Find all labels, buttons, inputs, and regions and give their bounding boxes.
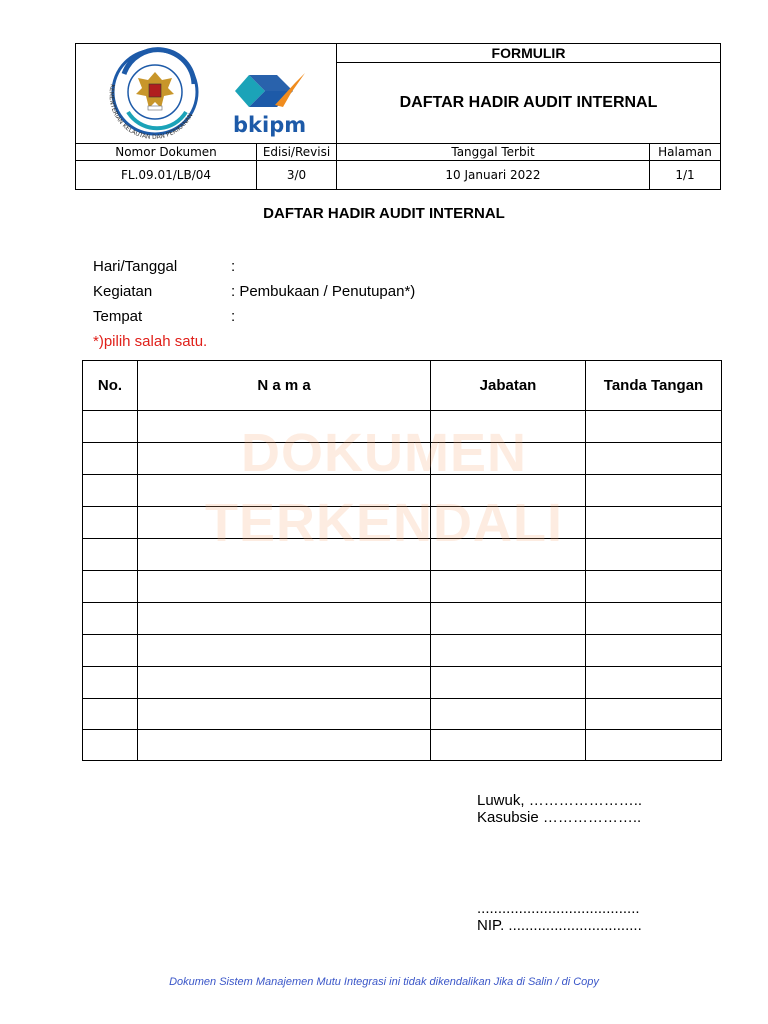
field-label: Tempat — [93, 308, 143, 325]
signature-nip: NIP. ................................ — [477, 917, 642, 934]
val-tanggal-terbit: 10 Januari 2022 — [445, 168, 541, 182]
col-halaman: Halaman — [658, 145, 712, 159]
attendance-table — [82, 360, 722, 761]
table-row — [83, 698, 721, 699]
field-value: : Pembukaan / Penutupan*) — [231, 283, 416, 300]
th-tanda-tangan: Tanda Tangan — [603, 377, 704, 394]
table-row — [83, 602, 721, 603]
watermark-line-1: DOKUMEN — [241, 423, 527, 483]
signature-role: Kasubsie ……………….. — [477, 809, 642, 826]
field-value: : — [231, 308, 236, 325]
table-row — [83, 410, 721, 411]
table-row — [83, 729, 721, 730]
signature-name-line: ....................................... — [477, 900, 640, 917]
table-row — [83, 666, 721, 667]
formulir-label: FORMULIR — [491, 45, 566, 61]
signature-place-date: Luwuk, ………………….. — [477, 792, 643, 809]
col-nomor-dokumen: Nomor Dokumen — [115, 145, 217, 159]
table-col-divider — [430, 361, 431, 760]
document-header-table — [75, 43, 721, 190]
th-no: No. — [97, 377, 123, 394]
document-title: DAFTAR HADIR AUDIT INTERNAL — [263, 205, 505, 222]
table-col-divider — [137, 361, 138, 760]
th-nama: N a m a — [257, 377, 311, 394]
footer-disclaimer: Dokumen Sistem Manajemen Mutu Integrasi ini tidak dikendalikan Jika di Salin / di Copy — [169, 976, 599, 988]
field-label: Kegiatan — [93, 283, 153, 300]
val-halaman: 1/1 — [675, 168, 695, 182]
col-tanggal-terbit: Tanggal Terbit — [451, 145, 535, 159]
logo-area — [76, 44, 336, 143]
table-row — [83, 570, 721, 571]
kkp-logo-text: KEMENTERIAN KELAUTAN DAN PERIKANAN — [107, 83, 195, 141]
table-row — [83, 634, 721, 635]
bkipm-logo-text: bkipm — [233, 113, 307, 137]
field-label: Hari/Tanggal — [93, 258, 178, 275]
field-value: : — [231, 258, 236, 275]
table-col-divider — [585, 361, 586, 760]
val-edisi-revisi: 3/0 — [286, 168, 307, 182]
header-title: DAFTAR HADIR AUDIT INTERNAL — [399, 94, 658, 111]
bkipm-logo — [231, 69, 311, 139]
watermark-line-2: TERKENDALI — [205, 493, 563, 553]
col-edisi-revisi: Edisi/Revisi — [262, 145, 331, 159]
val-nomor-dokumen: FL.09.01/LB/04 — [120, 168, 212, 182]
choice-note: *)pilih salah satu. — [93, 333, 208, 350]
th-jabatan: Jabatan — [479, 377, 537, 394]
